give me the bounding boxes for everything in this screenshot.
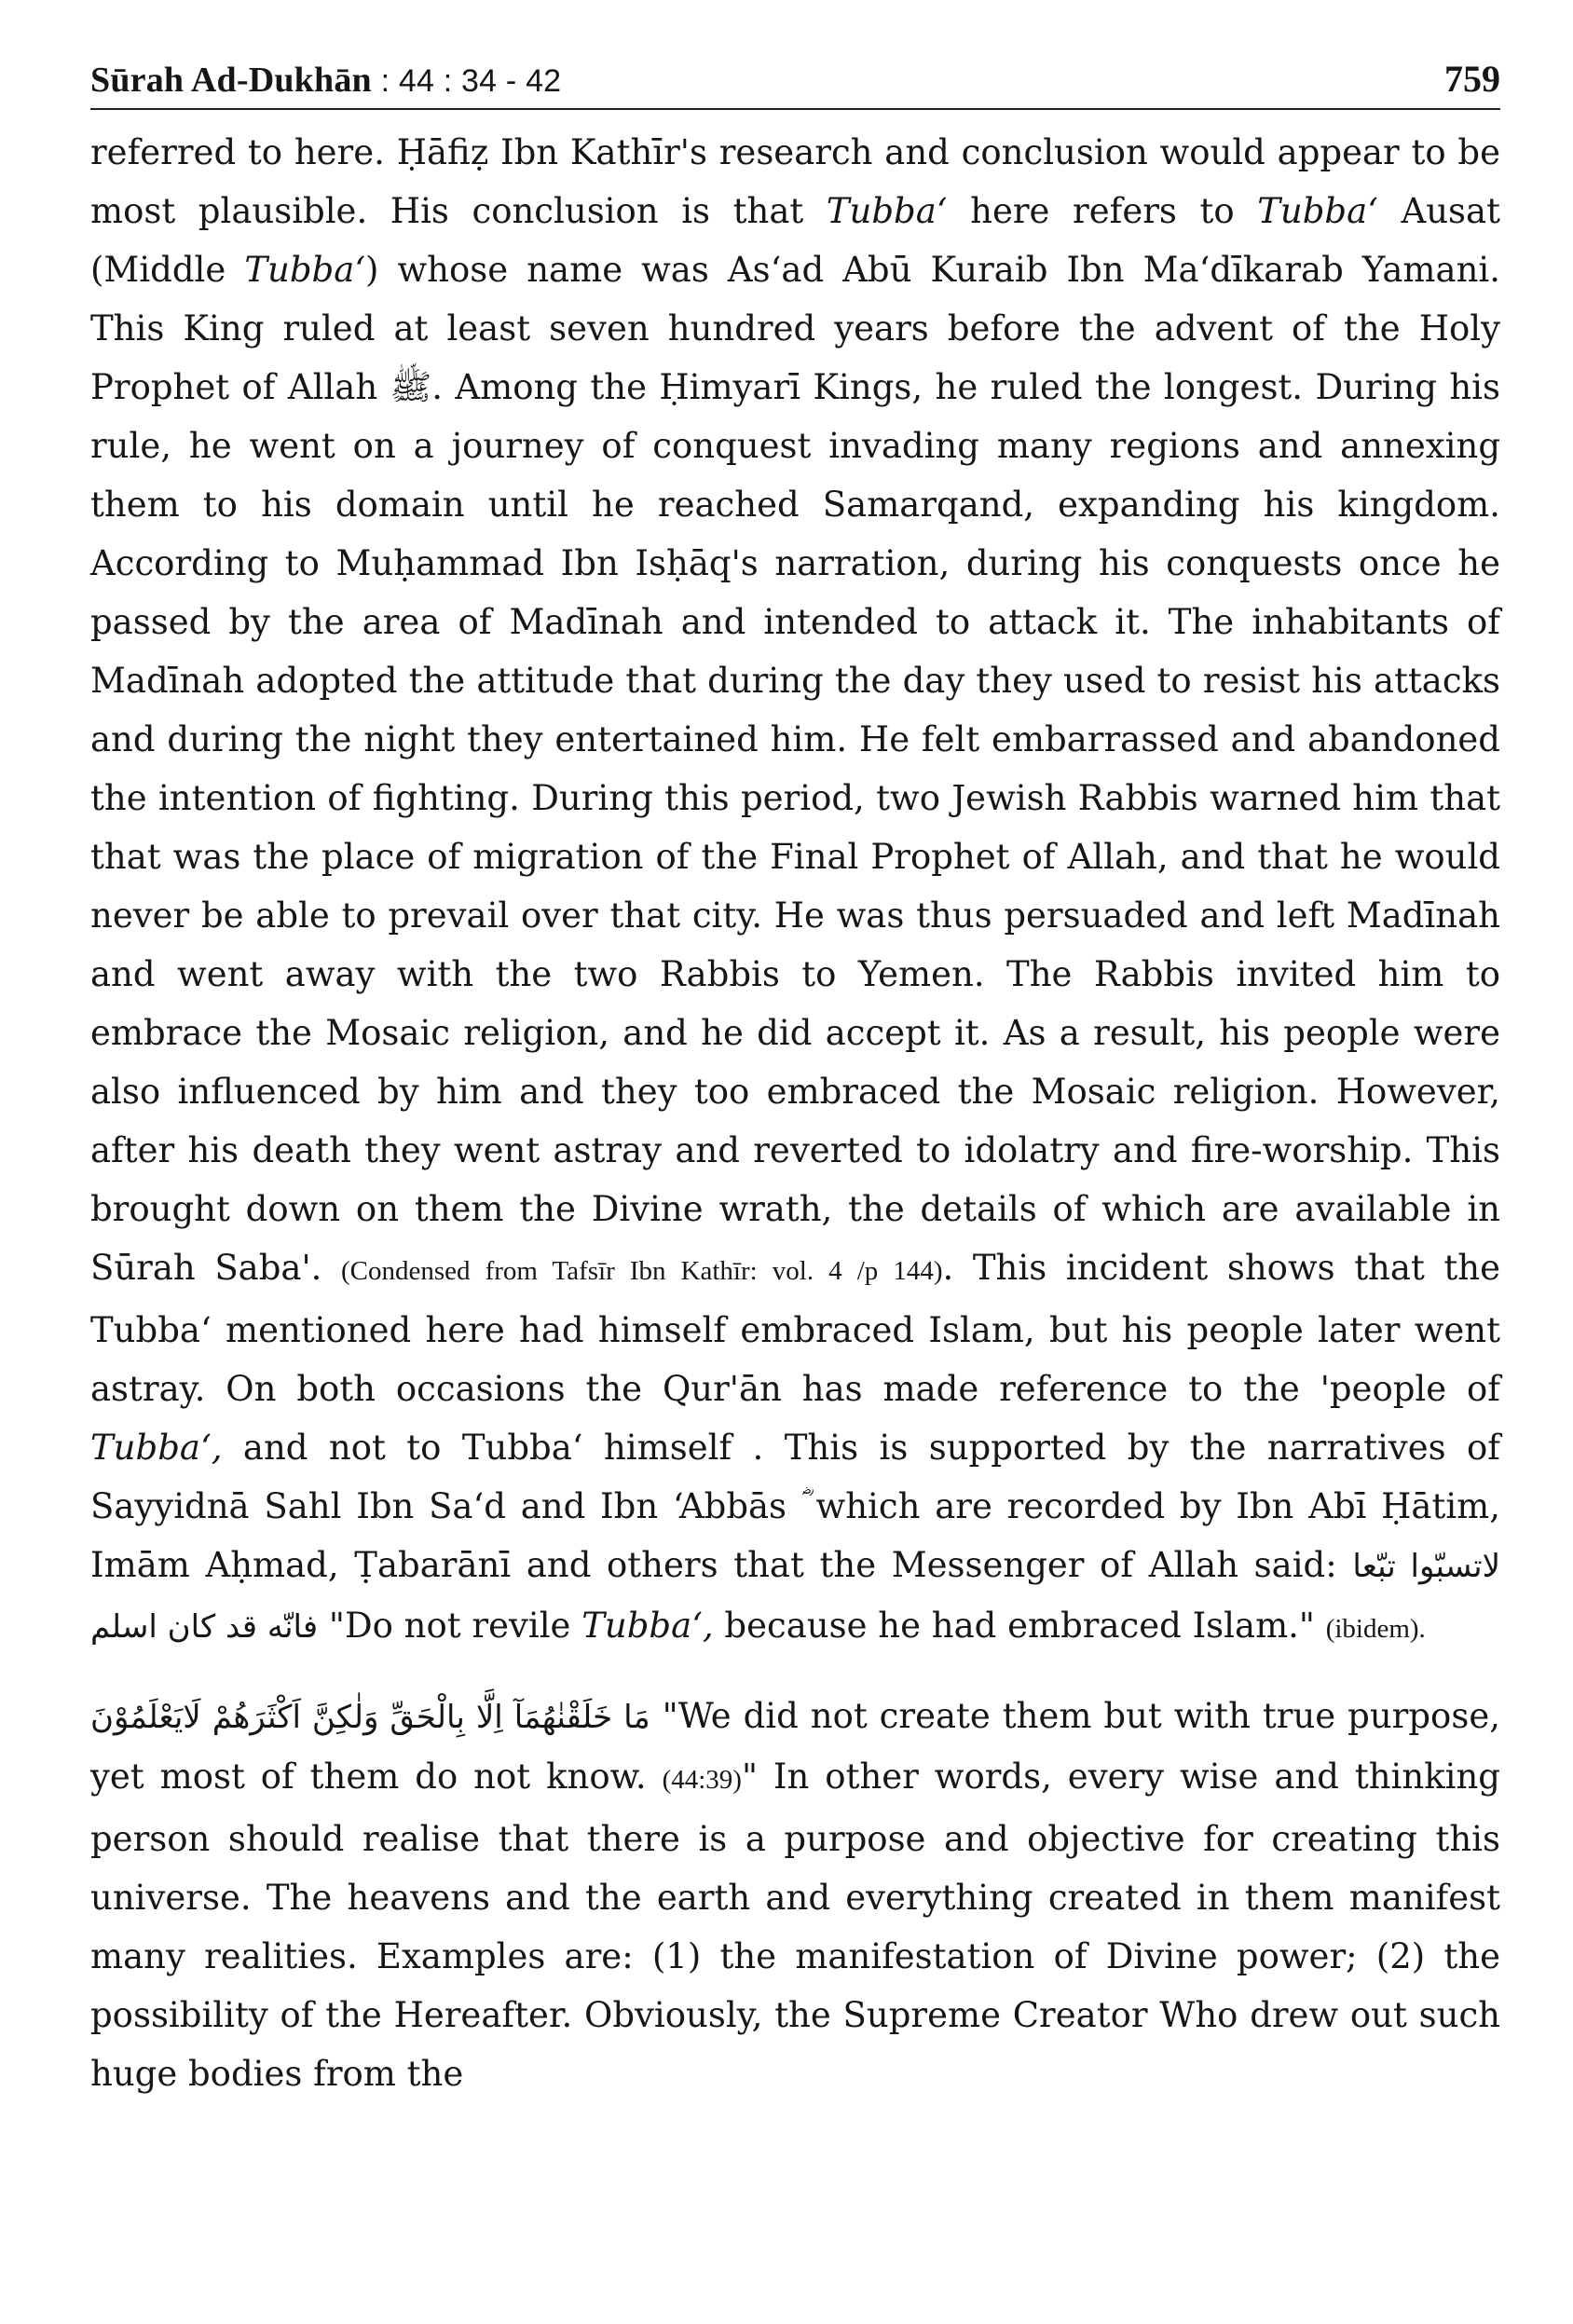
text-run: and not to Tubba‘ himself . This is supported by the narratives of Sayyidnā Sahl Ibn Sa‘d and Ibn ‘Abbās ؓ which are recorded by Ibn Abī Ḥātim, Imām Aḥmad, Ṭabarānī and others that the Messenger of Allah said:: [90, 1428, 1500, 1585]
text-run: ) whose name was As‘ad Abū Kuraib Ibn Ma‘dīkarab Yamani. This King ruled at least seven hundred years before the advent of the Holy Prophet of Allah ﷺ. Among the Ḥimyarī Kings, he ruled the longest. During his rule, he went on a journey of conquest invading many regions and annexing them to his domain until he reached Samarqand, expanding his kingdom. According to Muḥammad Ibn Isḥāq's narration, during his conquests once he passed by the area of Madīnah and intended to attack it. The inhabitants of Madīnah adopted the attitude that during the day they used to resist his attacks and during the night they entertained him. He felt embarrassed and abandoned the intention of fighting. During this period, two Jewish Rabbis warned him that that was the place of migration of the Final Prophet of Allah, and that he would never be able to prevail over that city. He was thus persuaded and left Madīnah and went away with the two Rabbis to Yemen. The Rabbis invited him to embrace the Mosaic religion, and he did accept it. As a result, his people were also influenced by him and they too embraced the Mosaic religion. However, after his death they went astray and reverted to idolatry and fire-worship. This brought down on them the Divine wrath, the details of which are available in Sūrah Saba'.: [90, 250, 1501, 1288]
page-number: 759: [1444, 58, 1500, 100]
verse-reference: (44:39): [662, 1765, 742, 1795]
text-run: "We did not create them but with true purpose, yet most of them do not know.: [90, 1696, 1500, 1797]
header-title: [90, 60, 561, 101]
ibidem-citation: (ibidem).: [1325, 1614, 1426, 1644]
text-run: Ausat (Middle: [90, 191, 1500, 290]
verse-range: : 44 : 34 - 42: [380, 63, 562, 99]
verse-arabic: مَا خَلَقْنٰهُمَآ اِلَّا بِالْحَقِّ وَلٰكِنَّ اَكْثَرَهُمْ لَايَعْلَمُوْنَ: [90, 1699, 650, 1736]
italic-term: Tubba‘: [826, 191, 948, 231]
body-text: [90, 123, 1500, 2103]
citation: (Condensed from Tafsīr Ibn Kathīr: vol. 4 /p 144): [341, 1256, 943, 1286]
paragraph-tubba: [90, 123, 1500, 1659]
italic-term: Tubba‘: [244, 250, 366, 290]
italic-term: Tubba‘: [1257, 191, 1378, 231]
running-header: [90, 48, 1500, 110]
text-run: "Do not revile: [318, 1606, 582, 1646]
text-run: here refers to: [947, 191, 1258, 231]
text-run: referred to here. Ḥāfiẓ Ibn Kathīr's research and conclusion would appear to be most plausible. His conclusion is that: [90, 132, 1500, 231]
hadith-arabic: لاتسبّوا تبّعا فانّه قد كان اسلم: [90, 1548, 1500, 1646]
text-run: . This incident shows that the Tubba‘ mentioned here had himself embraced Islam, but his people later went astray. On both occasions the Qur'ān has made reference to the 'people of: [90, 1248, 1500, 1409]
text-run: because he had embraced Islam.": [713, 1606, 1326, 1646]
surah-title: Sūrah Ad-Dukhān: [90, 61, 372, 100]
text-run: " In other words, every wise and thinking person should realise that there is a purpose and objective for creating this universe. The heavens and the earth and everything created in them manifest many realities. Examples are: (1) the manifestation of Divine power; (2) the possibility of the Hereafter. Obviously, the Supreme Creator Who drew out such huge bodies from the: [90, 1757, 1500, 2094]
paragraph-purpose: [90, 1687, 1500, 2103]
book-page: [90, 48, 1500, 2103]
italic-term: Tubba‘,: [581, 1606, 714, 1646]
italic-term: Tubba‘,: [90, 1428, 223, 1468]
